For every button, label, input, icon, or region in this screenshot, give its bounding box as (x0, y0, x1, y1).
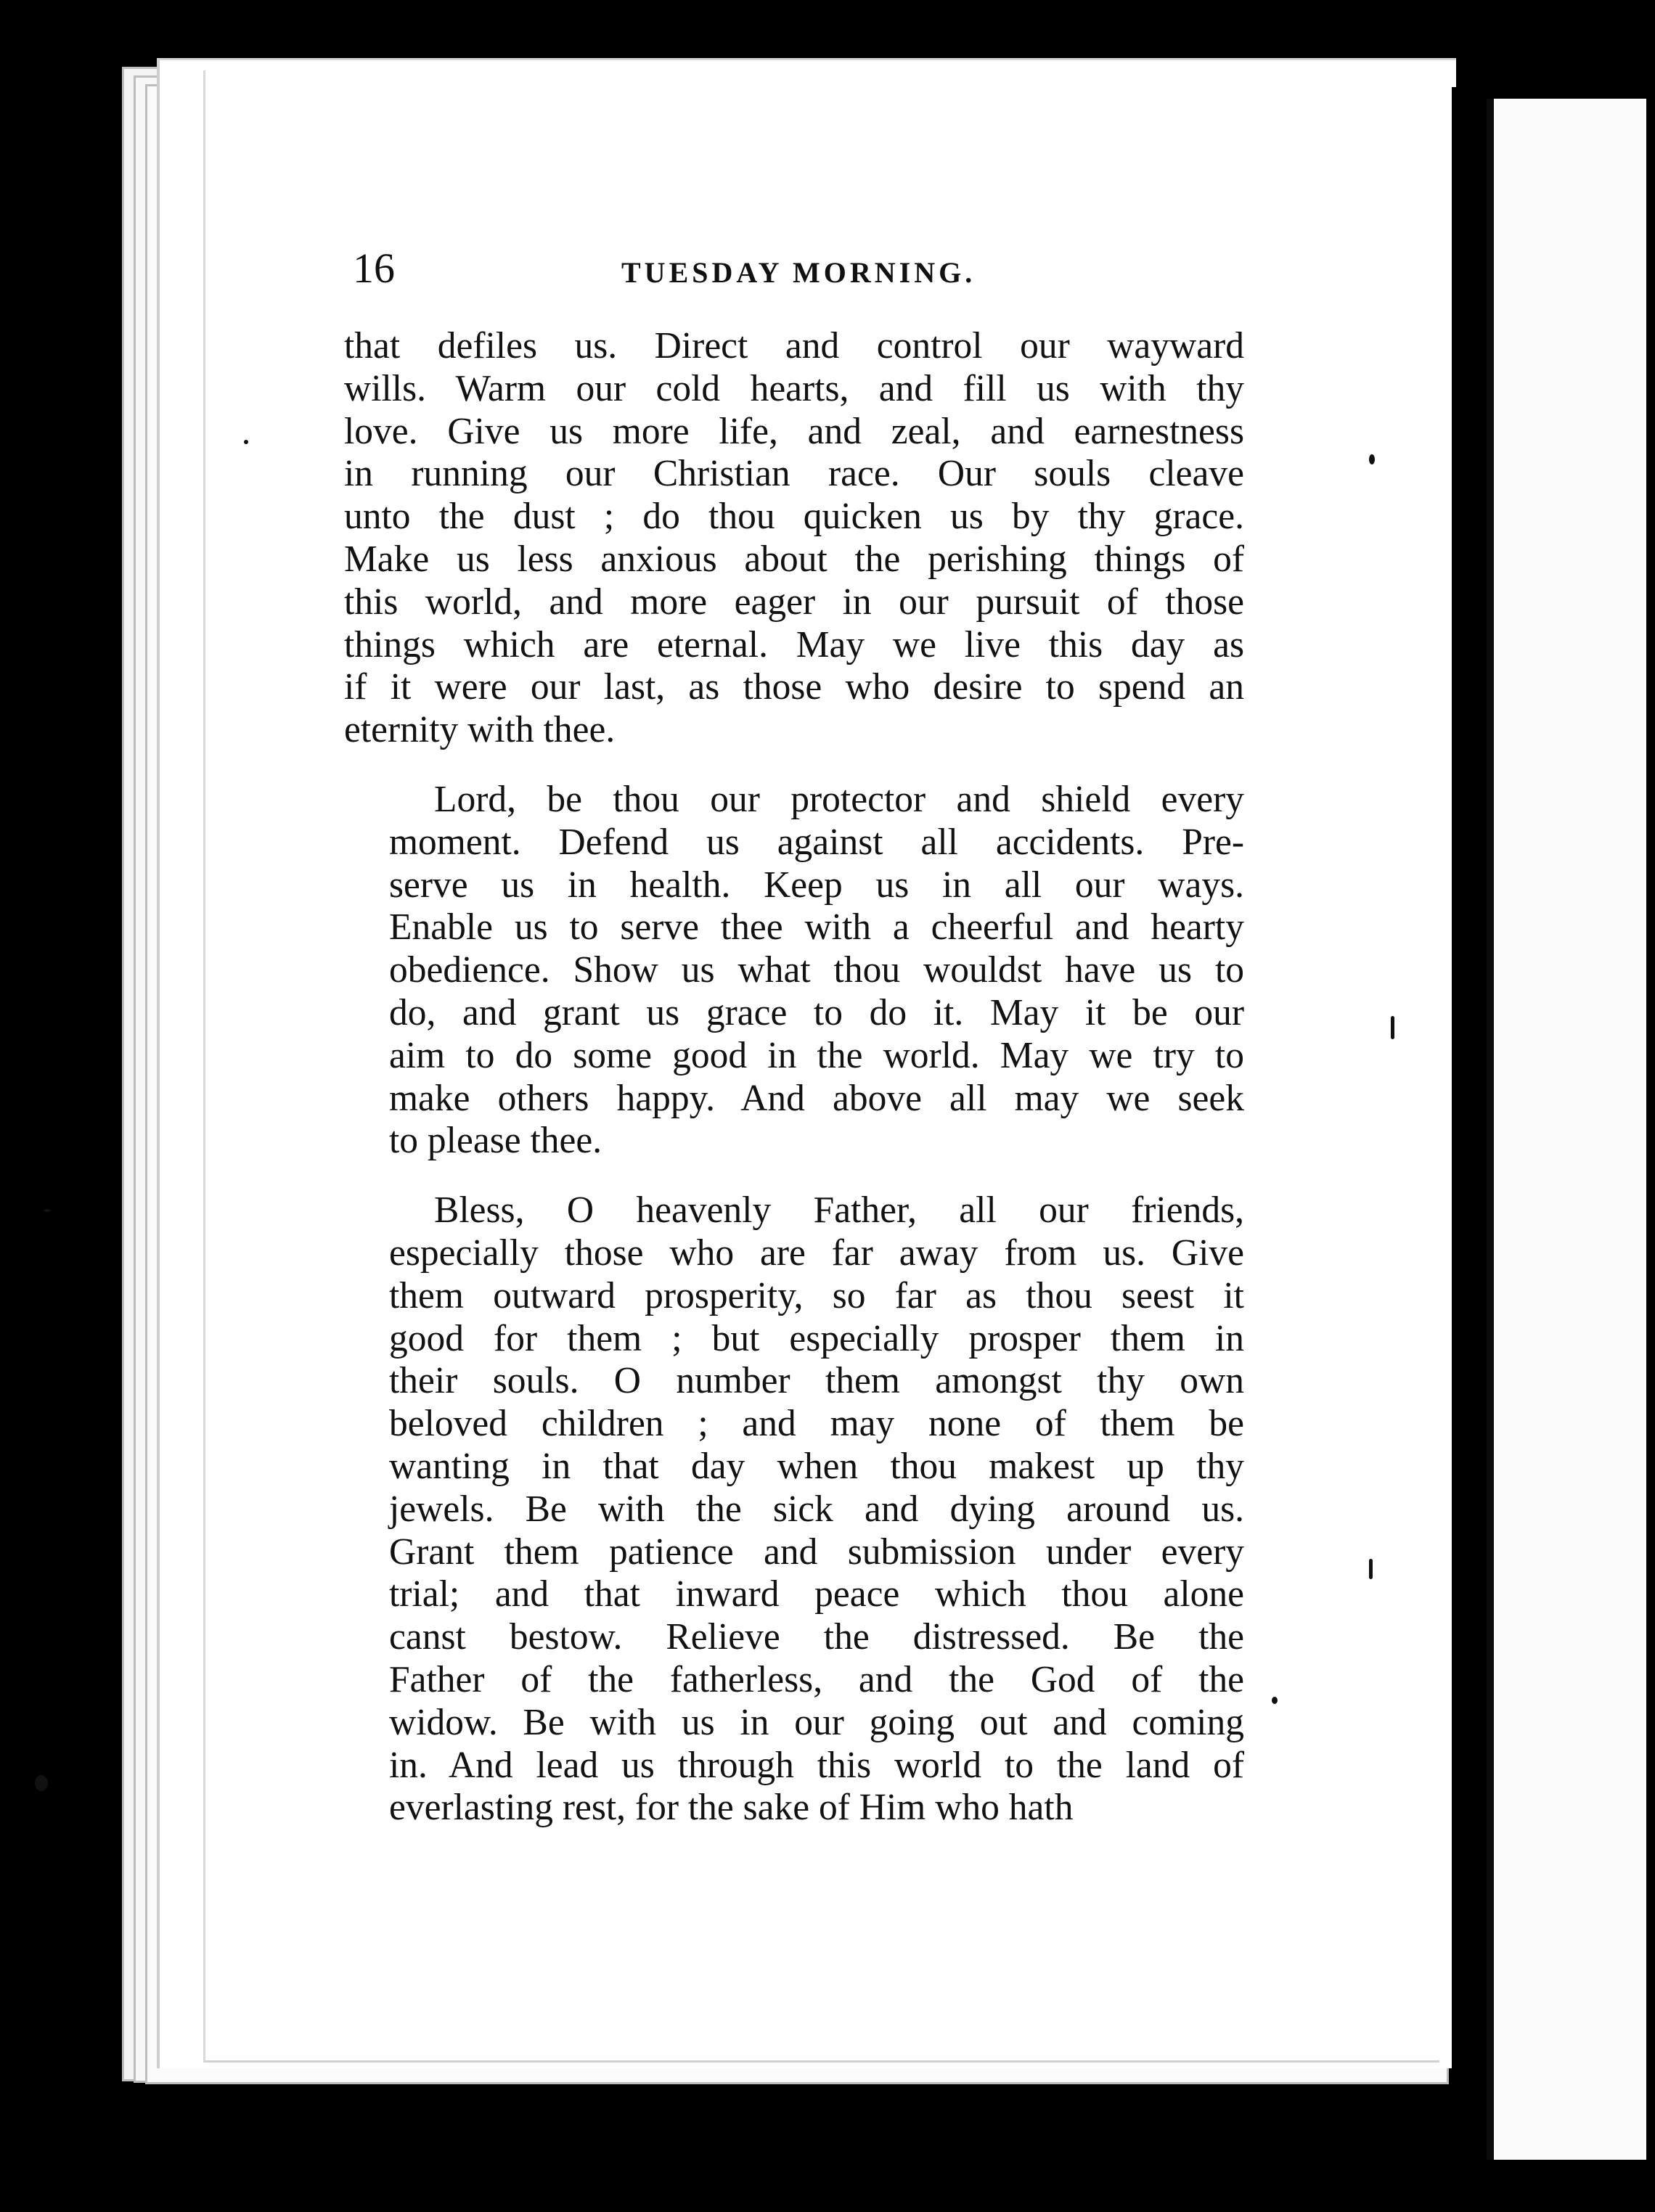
text-line: in. And lead us through this world to the land of (389, 1744, 1244, 1786)
page-header (353, 239, 1246, 298)
text-line: in running our Christian race. Our souls cleave (344, 453, 1244, 495)
paragraph (344, 1189, 1244, 1830)
text-line: do, and grant us grace to do it. May it be our (389, 991, 1244, 1033)
text-line: good for them ; but especially prosper them in (389, 1317, 1244, 1359)
text-line: wanting in that day when thou makest up thy (389, 1445, 1244, 1487)
scan-speck (244, 440, 248, 444)
text-line: make others happy. And above all may we seek (389, 1077, 1244, 1119)
text-line: aim to do some good in the world. May we try to (389, 1034, 1244, 1076)
text-line: this world, and more eager in our pursuit of those (344, 581, 1244, 623)
scan-speck (1272, 1697, 1278, 1704)
text-line: Enable us to serve thee with a cheerful and hearty (389, 906, 1244, 949)
body-text (344, 325, 1244, 1830)
text-line: Lord, be thou our protector and shield every (434, 778, 1244, 820)
text-line: jewels. Be with the sick and dying around us. (389, 1488, 1244, 1530)
text-line: beloved children ; and may none of them be (389, 1403, 1244, 1445)
paragraph (344, 779, 1244, 1163)
paragraph (344, 325, 1244, 752)
text-line: Bless, O heavenly Father, all our friends, (434, 1189, 1244, 1232)
text-line: Father of the fatherless, and the God of the (389, 1658, 1244, 1700)
text-line: to please thee. (389, 1120, 602, 1162)
text-line: eternity with thee. (344, 709, 616, 751)
text-line: things which are eternal. May we live this day as (344, 623, 1244, 665)
text-line: especially those who are far away from us. Give (389, 1232, 1244, 1274)
scan-speck (44, 1209, 51, 1212)
text-line: canst bestow. Relieve the distressed. Be the (389, 1616, 1244, 1658)
facing-page-strip (1487, 99, 1646, 2160)
text-line: if it were our last, as those who desire to spend an (344, 666, 1244, 708)
scan-speck (1369, 454, 1375, 464)
text-line: obedience. Show us what thou wouldst have us to (389, 949, 1244, 991)
text-line: serve us in health. Keep us in all our ways. (389, 864, 1244, 906)
text-line: them outward prosperity, so far as thou seest it (389, 1274, 1244, 1316)
text-line: love. Give us more life, and zeal, and earnestness (344, 410, 1244, 452)
scan-speck (35, 1775, 48, 1791)
text-line: their souls. O number them amongst thy own (389, 1360, 1244, 1402)
scan-speck (1369, 1559, 1373, 1579)
text-line: trial; and that inward peace which thou alone (389, 1573, 1244, 1615)
text-line: Grant them patience and submission under every (389, 1531, 1244, 1573)
text-line: everlasting rest, for the sake of Him who hath (389, 1787, 1074, 1829)
text-line: unto the dust ; do thou quicken us by thy grace. (344, 496, 1244, 538)
text-line: widow. Be with us in our going out and coming (389, 1701, 1244, 1743)
page-number: 16 (353, 245, 395, 292)
text-line: Make us less anxious about the perishing things of (344, 538, 1244, 580)
text-line: moment. Defend us against all accidents. Pre- (389, 821, 1244, 863)
scan-speck (1391, 1016, 1394, 1039)
running-head: TUESDAY MORNING. (621, 256, 976, 289)
book-spine (1452, 87, 1476, 2177)
text-line: that defiles us. Direct and control our wayward (344, 325, 1244, 366)
text-line: wills. Warm our cold hearts, and fill us with thy (344, 367, 1244, 409)
